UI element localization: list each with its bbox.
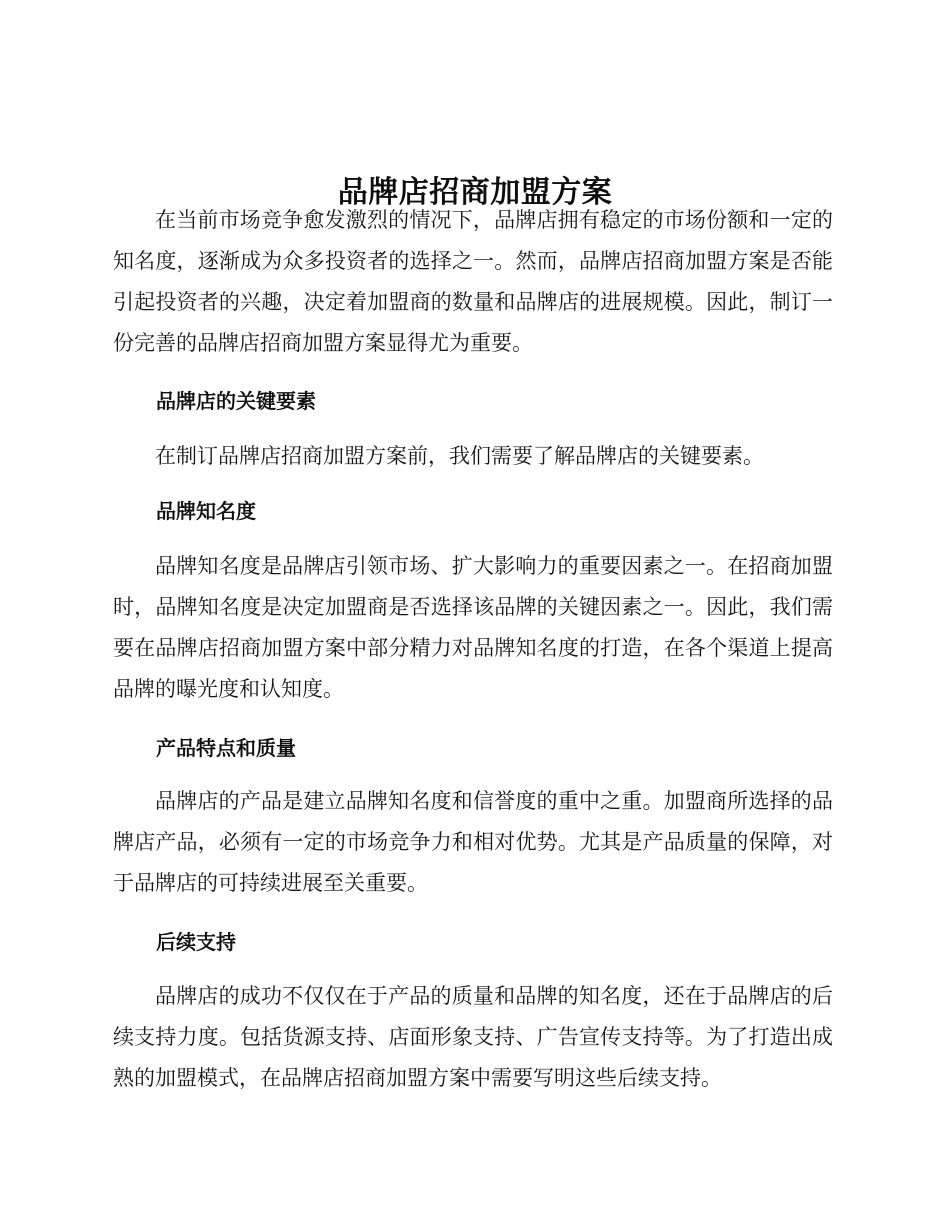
section-heading-follow-up-support: 后续支持 [156,930,236,954]
section-heading-key-elements: 品牌店的关键要素 [156,389,316,413]
section-body-product-quality: 品牌店的产品是建立品牌知名度和信誉度的重中之重。加盟商所选择的品牌店产品，必须有一定的市场竞争力和相对优势。尤其是产品质量的保障，对于品牌店的可持续进展至关重要。 [113,789,833,895]
section-body-brand-awareness: 品牌知名度是品牌店引领市场、扩大影响力的重要因素之一。在招商加盟时，品牌知名度是决定加盟商是否选择该品牌的关键因素之一。因此，我们需要在品牌店招商加盟方案中部分精力对品牌知名度的打造，在各个渠道上提高品牌的曝光度和认知度。 [113,554,833,701]
document-title: 品牌店招商加盟方案 [337,175,613,211]
section-heading-brand-awareness: 品牌知名度 [156,499,256,523]
section-heading-product-quality: 产品特点和质量 [156,736,296,760]
section-body-follow-up-support: 品牌店的成功不仅仅在于产品的质量和品牌的知名度，还在于品牌店的后续支持力度。包括货源支持、店面形象支持、广告宣传支持等。为了打造出成熟的加盟模式，在品牌店招商加盟方案中需要写明这些后续支持。 [113,984,833,1090]
section-body-key-elements: 在制订品牌店招商加盟方案前，我们需要了解品牌店的关键要素。 [155,444,764,468]
intro-paragraph: 在当前市场竞争愈发激烈的情况下，品牌店拥有稳定的市场份额和一定的知名度，逐渐成为众多投资者的选择之一。然而，品牌店招商加盟方案是否能引起投资者的兴趣，决定着加盟商的数量和品牌店的进展规模。因此，制订一份完善的品牌店招商加盟方案显得尤为重要。 [113,208,833,355]
